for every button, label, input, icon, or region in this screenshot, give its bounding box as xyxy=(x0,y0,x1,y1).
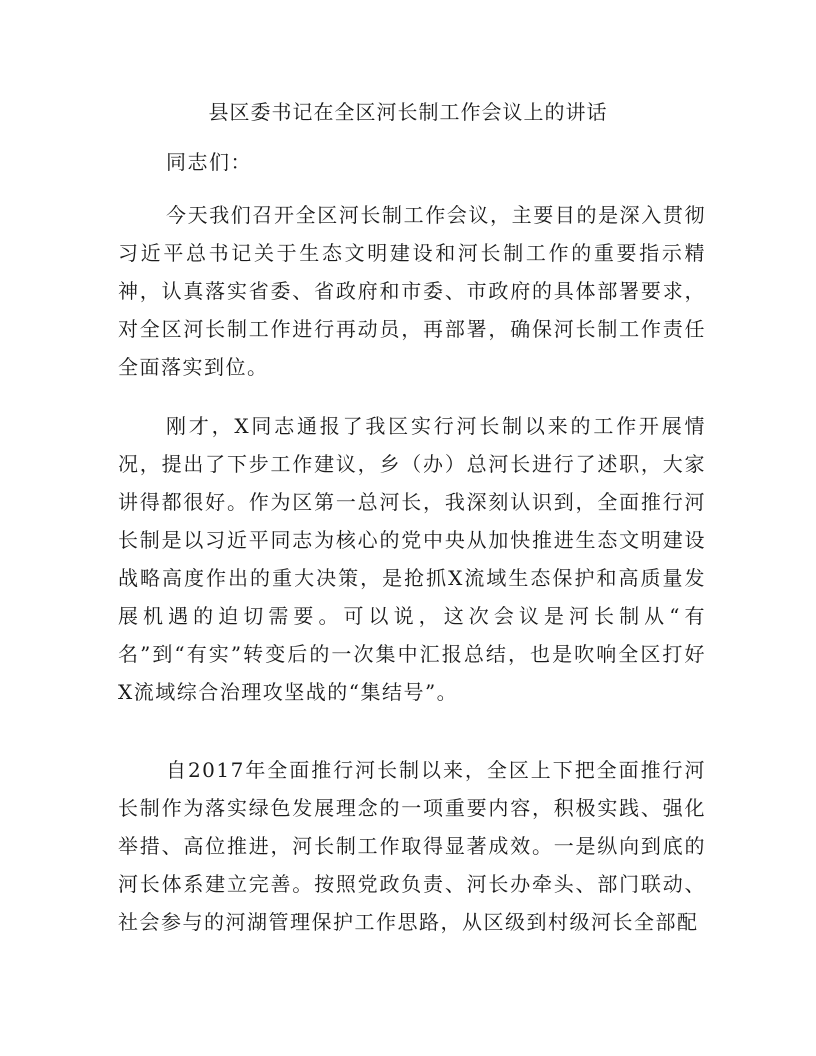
paragraph-1: 今天我们召开全区河长制工作会议，主要目的是深入贯彻习近平总书记关于生态文明建设和河长制工作的重要指示精神，认真落实省委、省政府和市委、市政府的具体部署要求，对全区河长制工作进行再动员，再部署，确保河长制工作责任全面落实到位。 xyxy=(118,203,706,379)
paragraph-2: 刚才，X同志通报了我区实行河长制以来的工作开展情况，提出了下步工作建议，乡（办）总河长进行了述职，大家讲得都很好。作为区第一总河长，我深刻认识到，全面推行河长制是以习近平同志为核心的党中央从加快推进生态文明建设战略高度作出的重大决策，是抢抓X流域生态保护和高质量发展机遇的迫切需要。可以说，这次会议是河长制从“有名”到“有实”转变后的一次集中汇报总结，也是吹响全区打好X流域综合治理攻坚战的“集结号”。 xyxy=(118,414,706,704)
salutation: 同志们： xyxy=(166,150,252,174)
document-title: 县区委书记在全区河长制工作会议上的讲话 xyxy=(208,100,608,124)
paragraph-3: 自2017年全面推行河长制以来，全区上下把全面推行河长制作为落实绿色发展理念的一项重要内容，积极实践、强化举措、高位推进，河长制工作取得显著成效。一是纵向到底的河长体系建立完善。按照党政负责、河长办牵头、部门联动、社会参与的河湖管理保护工作思路，从区级到村级河长全部配 xyxy=(118,758,706,934)
